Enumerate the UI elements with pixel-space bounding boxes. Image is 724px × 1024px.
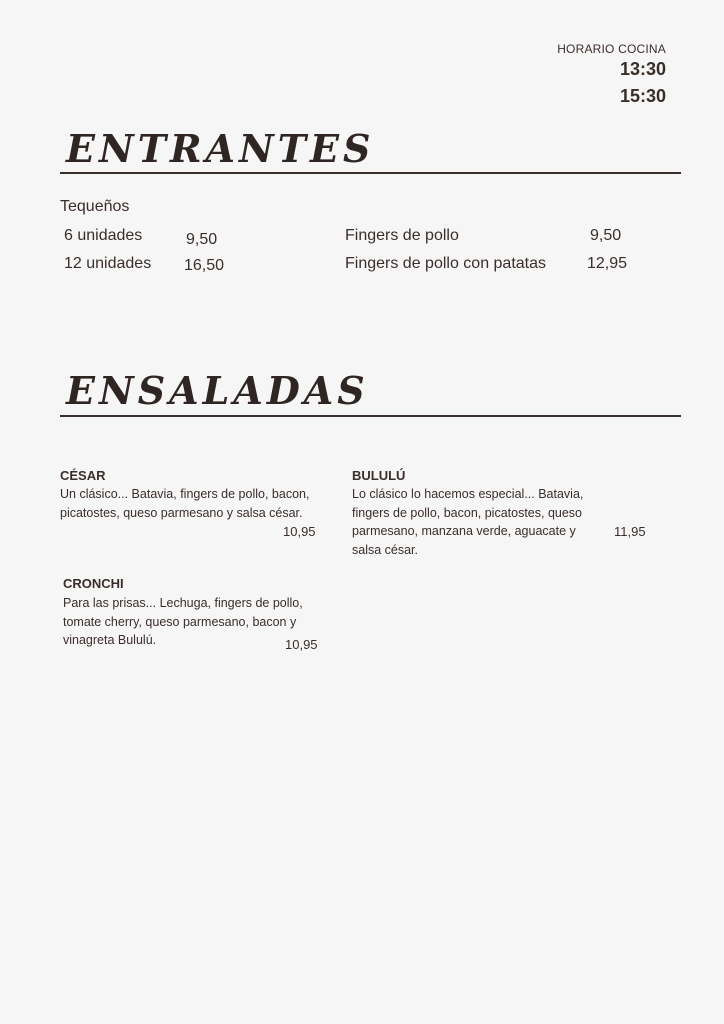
section-divider (60, 415, 681, 417)
hours-label: HORARIO COCINA (557, 42, 666, 56)
menu-item-price: 16,50 (184, 257, 225, 274)
dish-name-cesar: CÉSAR (60, 468, 106, 483)
menu-item-price: 12,95 (587, 255, 628, 272)
section-divider (60, 172, 681, 174)
dish-description: Lo clásico lo hacemos especial... Batavia, fingers de pollo, bacon, picatostes, queso parmesano, manzana verde, aguacate y salsa césar. (352, 487, 584, 557)
menu-item-price: 9,50 (590, 227, 622, 244)
menu-item-name: 12 unidades (64, 255, 152, 272)
dish-description: Un clásico... Batavia, fingers de pollo, bacon, picatostes, queso parmesano y salsa césar. (60, 487, 310, 520)
menu-item-name: Fingers de pollo (345, 227, 459, 244)
section-title-ensaladas: ENSALADAS (66, 368, 369, 413)
dish-price: 10,95 (285, 637, 318, 652)
dish-name-cronchi: CRONCHI (63, 576, 124, 591)
dish-price: 10,95 (283, 524, 316, 539)
section-title-entrantes: ENTRANTES (66, 126, 375, 171)
dish-name-bululu: BULULÚ (352, 468, 406, 483)
kitchen-hours (557, 42, 666, 110)
group-label-tequenos: Tequeños (60, 198, 130, 215)
menu-item-name: 6 unidades (64, 227, 143, 244)
dish-description: Para las prisas... Lechuga, fingers de pollo, tomate cherry, queso parmesano, bacon y vinagreta Bululú. (63, 596, 303, 647)
hours-close-time: 15:30 (619, 86, 666, 106)
menu-item-price: 9,50 (186, 231, 218, 248)
dish-price: 11,95 (614, 524, 646, 539)
hours-open-time: 13:30 (619, 59, 666, 79)
menu-item-name: Fingers de pollo con patatas (345, 255, 547, 272)
